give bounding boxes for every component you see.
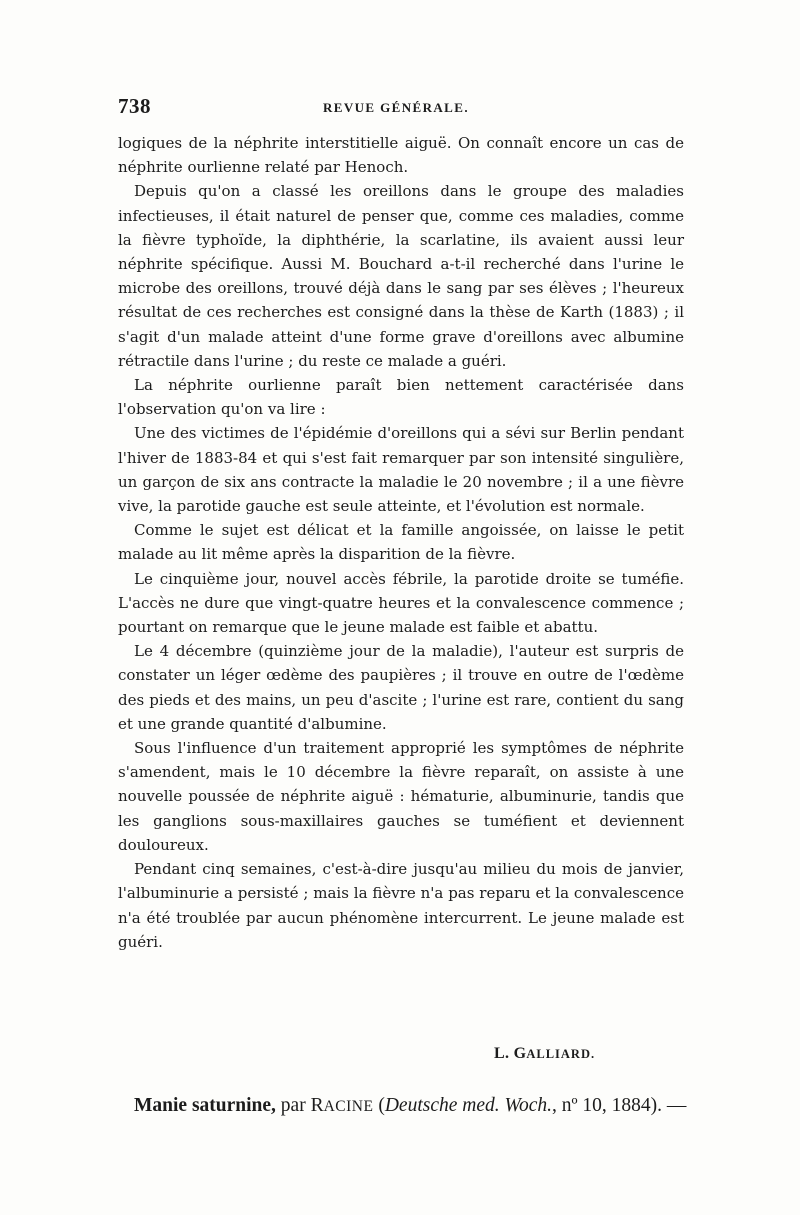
author-signature [494,1045,684,1063]
next-article-title: Manie saturnine, [134,1095,276,1116]
paragraph: Pendant cinq semaines, c'est-à-dire jusqu'au milieu du mois de janvier, l'albuminurie a persisté ; mais la fièvre n'a pas reparu et la convalescence n'a été troublée par aucun phénomène intercurrent. Le jeune malade est guéri. [118,860,684,951]
signature-initial: L. G [494,1045,527,1062]
paragraph-continued: logiques de la néphrite interstitielle aiguë. On connaît encore un cas de néphrite ourlienne relaté par Henoch. [118,134,684,177]
next-article-journal: Deutsche med. Woch. [384,1095,552,1116]
page-header [118,94,684,124]
paragraph: Depuis qu'on a classé les oreillons dans le groupe des maladies infectieuses, il était naturel de penser que, comme ces maladies, comme la fièvre typhoïde, la diphthérie, la scarlatine, ils avaient aussi leur néphrite spécifique. Aussi M. Bouchard a-t-il recherché dans l'urine le microbe des oreillons, trouvé déjà dans le sang par ses élèves ; l'heureux résultat de ces recherches est consigné dans la thèse de Karth (1883) ; il s'agit d'un malade atteint d'une forme grave d'oreillons avec albumine rétractile dans l'urine ; du reste ce malade a guéri. [118,182,684,370]
next-article-author-rest: ACINE [323,1098,374,1115]
next-article-heading [134,1095,694,1117]
signature-rest: ALLIARD. [526,1047,596,1061]
paragraph: Le cinquième jour, nouvel accès fébrile, la parotide droite se tuméfie. L'accès ne dure que vingt-quatre heures et la convalescence commence ; pourtant on remarque que le jeune malade est faible et abattu. [118,569,684,637]
next-article-by: par [275,1095,311,1116]
paragraph: Sous l'influence d'un traitement approprié les symptômes de néphrite s'amendent, mais le 10 décembre la fièvre reparaît, on assiste à une nouvelle poussée de néphrite aiguë : hématurie, albuminurie, tandis que les ganglions sous-maxillaires gauches se tuméfient et deviennent douloureux. [118,739,684,854]
article-body [118,131,684,954]
paragraph: Une des victimes de l'épidémie d'oreillons qui a sévi sur Berlin pendant l'hiver de 1883-84 et qui s'est fait remarquer par son intensité singulière, un garçon de six ans contracte la maladie le 20 novembre ; il a une fièvre vive, la parotide gauche est seule atteinte, et l'évolution est normale. [118,424,684,516]
page-number: 738 [118,94,151,118]
next-article-citation-tail: , nº 10, 1884). — [551,1095,687,1116]
next-article-author-initial: R [310,1095,324,1116]
paragraph: Le 4 décembre (quinzième jour de la maladie), l'auteur est surpris de constater un léger œdème des paupières ; il trouve en outre de l'œdème des pieds et des mains, un peu d'ascite ; l'urine est rare, contient du sang et une grande quantité d'albumine. [118,642,684,733]
next-article-paren-open: ( [373,1095,385,1116]
running-head: REVUE GÉNÉRALE. [323,100,469,115]
paragraph: Comme le sujet est délicat et la famille angoissée, on laisse le petit malade au lit même après la disparition de la fièvre. [118,521,684,564]
paragraph: La néphrite ourlienne paraît bien nettement caractérisée dans l'observation qu'on va lire : [118,376,684,419]
